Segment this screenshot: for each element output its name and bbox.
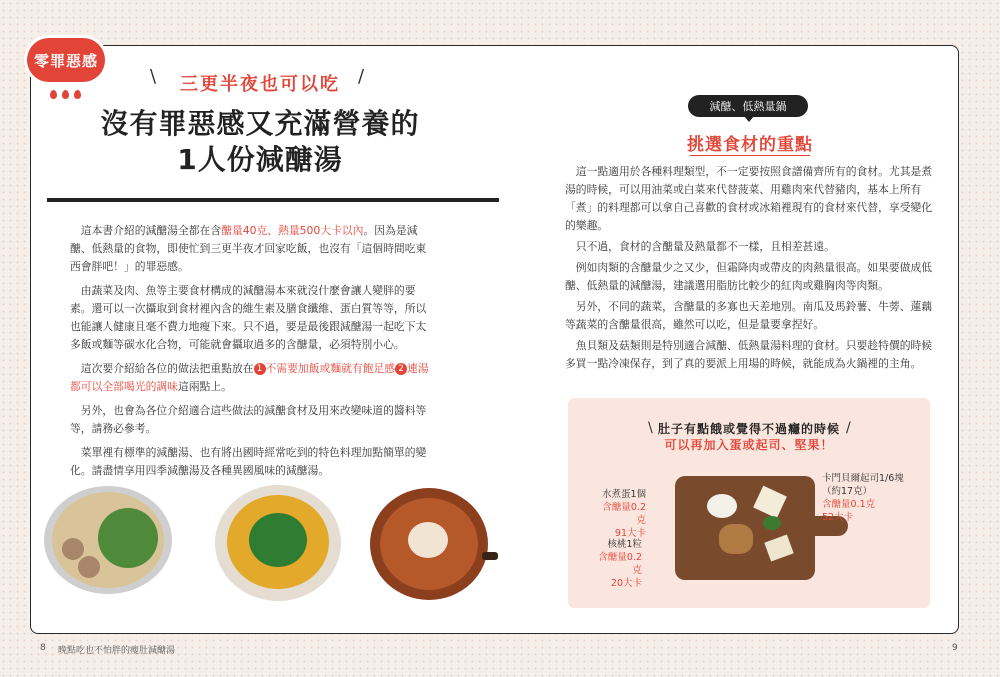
egg-label: 水煮蛋1個 含醣量0.2克 91大卡	[601, 489, 646, 539]
hotpot-photo	[38, 480, 178, 600]
title-line-1: 沒有罪惡感又充滿營養的	[100, 107, 420, 140]
slash-left-icon: \	[150, 66, 157, 87]
title-line-2: 1人份減醣湯	[177, 143, 343, 176]
ingredients-text	[565, 163, 933, 376]
zero-guilt-badge: 零罪惡感	[27, 38, 105, 82]
intro-paragraph-5: 菜單裡有標準的減醣湯、也有將出國時經常吃到的特色料理加點簡單的變化。請盡情享用四季減醣湯及各種異國風味的減醣湯。	[70, 446, 427, 477]
box-slash-right-icon: /	[846, 420, 851, 436]
tips-paragraph-1: 這一點適用於各種料理類型，不一定要按照食譜備齊所有的食材。尤其是煮湯的時候，可以用油菜或白菜來代替菠菜、用雞肉來代替豬肉，基本上所有「煮」的料理都可以拿自己喜歡的食材或冰箱裡現有的食材來代替，享受變化的樂趣。	[565, 165, 933, 232]
category-pill: 減醣、低熱量鍋	[688, 95, 808, 117]
intro-paragraph-4: 另外，也會為各位介紹適合這些做法的減醣食材及用來改變味道的醬料等等，請務必參考。	[70, 404, 427, 435]
cheese-wedge-2	[764, 534, 793, 561]
number-2-icon: 2	[395, 363, 407, 375]
left-page-number: 8	[40, 643, 46, 653]
tips-paragraph-4: 另外，不同的蔬菜，含醣量的多寡也天差地別。南瓜及馬鈴薯、牛蒡、蓮藕等蔬菜的含醣量很高，雖然可以吃，但是量要拿捏好。	[565, 300, 933, 331]
intro-text	[70, 222, 434, 486]
intro-paragraph-1: 這本書介紹的減醣湯全都在含醣量40克、熱量500大卡以內。因為是減醣、低熱量的食物，即使忙到三更半夜才回家吃飯，也沒有「這個時間吃東西會胖吧！」的罪惡感。	[70, 224, 427, 273]
walnut-label: 核桃1粒 含醣量0.2克 20大卡	[598, 539, 642, 589]
badge-drips	[50, 84, 86, 103]
title-rule	[47, 198, 499, 202]
page-title	[80, 106, 440, 178]
tomato-soup-photo	[370, 488, 498, 604]
tips-paragraph-5: 魚貝類及菇類則是特別適合減醣、低熱量湯料理的食材。只要趁特價的時候多買一點冷凍保存，到了真的要派上用場的時候，就能成為火鍋裡的主角。	[565, 339, 933, 370]
cheese-wedge	[753, 486, 787, 519]
box-slash-left-icon: \	[648, 420, 653, 436]
box-title-1: 肚子有點餓或覺得不過癮的時候	[657, 422, 840, 436]
intro-paragraph-2: 由蔬菜及肉、魚等主要食材構成的減醣湯本來就沒什麼會讓人變胖的要素。還可以一次攝取到食材裡內含的維生素及膳食纖維、蛋白質等等，所以也能讓人健康且毫不費力地瘦下來。只不過，要是最後跟減醣湯一起吃下太多飯或麵等碳水化合物，可能就會攝取過多的含醣量，必須特別小心。	[70, 284, 427, 351]
tips-paragraph-3: 例如肉類的含醣量少之又少，但霜降肉或帶皮的肉熱量很高。如果要做成低醣、低熱量的減醣湯，建議選用脂肪比較少的紅肉或雞胸肉等肉類。	[565, 261, 933, 292]
cheese-label: 卡門貝爾起司1/6塊 （約17克） 含醣量0.1克 52大卡	[822, 473, 904, 523]
number-1-icon: 1	[254, 363, 266, 375]
heading-underline	[690, 155, 810, 156]
cutting-board-photo	[675, 476, 815, 580]
intro-paragraph-3: 這次要介紹給各位的做法把重點放在 1 不需要加飯或麵就有飽足感 2 連湯都可以全部喝光的調味這兩點上。	[70, 362, 429, 393]
walnuts	[719, 524, 753, 554]
section-heading: 挑選食材的重點	[687, 135, 813, 155]
page-subtitle: 三更半夜也可以吃	[180, 74, 340, 95]
herbs	[763, 516, 781, 530]
egg-dish	[707, 494, 737, 518]
box-title-2: 可以再加入蛋或起司、堅果！	[664, 438, 834, 452]
tips-paragraph-2: 只不過，食材的含醣量及熱量都不一樣，且相差甚遠。	[575, 240, 835, 253]
right-page-number: 9	[952, 643, 958, 653]
curry-soup-photo	[215, 485, 345, 605]
slash-right-icon: /	[358, 66, 365, 87]
book-title-footer: 晚點吃也不怕胖的瘦肚減醣湯	[58, 646, 176, 656]
